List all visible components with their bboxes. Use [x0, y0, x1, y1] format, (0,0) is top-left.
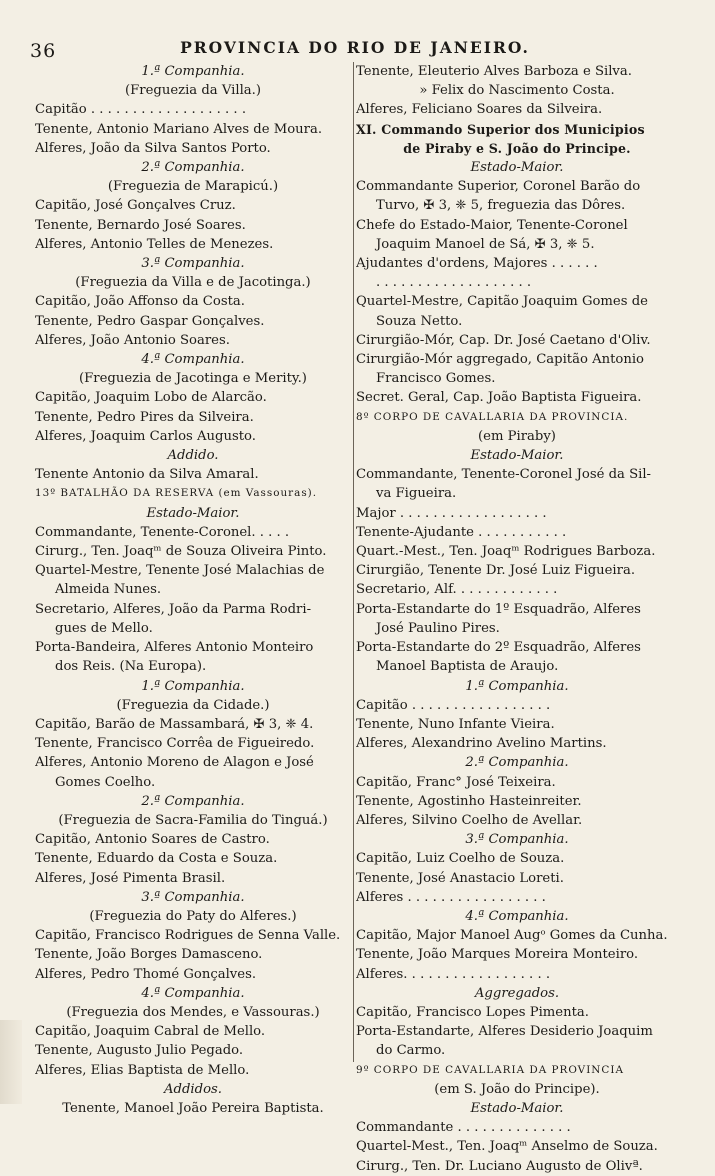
text-line: Almeida Nunes. — [55, 582, 162, 598]
text-line: Turvo, ✠ 3, ❈ 5, freguezia das Dôres. — [376, 198, 626, 214]
text-line: Alferes, Antonio Telles de Menezes. — [35, 236, 274, 252]
text-line: 2.ª Companhia. — [141, 160, 245, 176]
text-line: . . . . . . . . . . . . . . . . . . . — [376, 275, 532, 291]
text-line: Tenente, Francisco Corrêa de Figueiredo. — [35, 736, 315, 752]
text-line: Tenente Antonio da Silva Amaral. — [35, 467, 259, 483]
text-line: Tenente, Agostinho Hasteinreiter. — [356, 793, 582, 809]
text-line: Quartel-Mestre, Tenente José Malachias de — [35, 563, 325, 579]
text-line: (Freguezia de Jacotinga e Merity.) — [79, 371, 307, 387]
text-line: Secretario, Alf. . . . . . . . . . . . . — [356, 582, 558, 598]
text-line: Chefe do Estado-Maior, Tenente-Coronel — [356, 217, 628, 233]
text-line: Quartel-Mestre, Capitão Joaquim Gomes de — [356, 294, 648, 310]
text-line: Addido. — [167, 448, 219, 464]
text-line: 4.ª Companhia. — [141, 352, 245, 368]
text-line: Alferes, José Pimenta Brasil. — [35, 870, 226, 886]
text-line: Capitão, Barão de Massambará, ✠ 3, ❈ 4. — [35, 716, 314, 732]
text-line: Estado-Maior. — [146, 505, 240, 521]
text-line: Porta-Estandarte, Alferes Desiderio Joaquim — [356, 1024, 653, 1040]
text-line: Alferes, Alexandrino Avelino Martins. — [356, 736, 607, 752]
text-line: Major . . . . . . . . . . . . . . . . . . — [356, 505, 547, 521]
text-line: Tenente, Nuno Infante Vieira. — [356, 716, 555, 732]
text-line: Capitão, Luiz Coelho de Souza. — [356, 851, 565, 867]
text-line: Francisco Gomes. — [376, 371, 496, 387]
text-line: Capitão, Francisco Lopes Pimenta. — [356, 1004, 589, 1020]
text-line: Capitão, Francisco Rodrigues de Senna Valle. — [35, 928, 341, 944]
text-line: Secretario, Alferes, João da Parma Rodri- — [35, 601, 312, 617]
right-column — [356, 62, 678, 1176]
text-line: Capitão, Joaquim Cabral de Mello. — [35, 1024, 266, 1040]
page-edge-shadow — [0, 1020, 22, 1104]
text-line: Commandante, Tenente-Coronel José da Sil- — [356, 467, 651, 483]
text-line: Alferes, João da Silva Santos Porto. — [35, 140, 271, 156]
text-line: Manoel Baptista de Araujo. — [376, 659, 559, 675]
text-line: 2.ª Companhia. — [141, 793, 245, 809]
text-line: Alferes, Antonio Moreno de Alagon e José — [35, 755, 314, 771]
text-line: Alferes, Elias Baptista de Mello. — [35, 1062, 250, 1078]
text-line: Alferes, Feliciano Soares da Silveira. — [356, 102, 603, 118]
text-line: Capitão . . . . . . . . . . . . . . . . . — [356, 697, 551, 713]
text-line: Capitão, José Gonçalves Cruz. — [35, 198, 236, 214]
text-line: 1.ª Companhia. — [141, 64, 245, 79]
text-line: Estado-Maior. — [470, 1100, 564, 1116]
text-line: (Freguezia de Marapicú.) — [107, 179, 279, 195]
text-line: Aggregados. — [474, 985, 560, 1001]
page-number: 36 — [30, 40, 57, 62]
text-line: XI. Commando Superior dos Municipios — [356, 121, 645, 137]
text-line: Commandante Superior, Coronel Barão do — [356, 179, 641, 195]
text-line: 13º BATALHÃO DA RESERVA (em Vassouras). — [35, 487, 318, 500]
text-line: José Paulino Pires. — [376, 620, 500, 636]
text-line: Alferes, Silvino Coelho de Avellar. — [356, 812, 583, 828]
text-line: Commandante . . . . . . . . . . . . . . — [356, 1120, 571, 1136]
text-line: » Felix do Nascimento Costa. — [419, 83, 615, 99]
text-line: Capitão . . . . . . . . . . . . . . . . . . . — [35, 102, 247, 118]
text-line: (em S. João do Principe). — [434, 1081, 600, 1097]
text-line: dos Reis. (Na Europa). — [55, 659, 207, 675]
text-line: Capitão, João Affonso da Costa. — [35, 294, 245, 310]
text-line: Alferes, Joaquim Carlos Augusto. — [35, 428, 256, 444]
text-line: Alferes. . . . . . . . . . . . . . . . . . — [356, 966, 551, 982]
text-line: Secret. Geral, Cap. João Baptista Figueira. — [356, 390, 642, 406]
text-line: Addidos. — [164, 1081, 222, 1097]
page-header: PROVINCIA DO RIO DE JANEIRO. — [180, 38, 530, 57]
text-line: Tenente, João Marques Moreira Monteiro. — [356, 947, 639, 963]
text-line: Quartel-Mest., Ten. Joaqᵐ Anselmo de Souza. — [356, 1139, 658, 1155]
text-line: Estado-Maior. — [470, 448, 564, 464]
text-line: (Freguezia da Cidade.) — [116, 697, 270, 713]
text-line: Joaquim Manoel de Sá, ✠ 3, ❈ 5. — [376, 236, 595, 252]
text-line: Tenente, Eduardo da Costa e Souza. — [35, 851, 278, 867]
text-line: Quart.-Mest., Ten. Joaqᵐ Rodrigues Barboza. — [356, 544, 656, 560]
text-line: Alferes, João Antonio Soares. — [35, 332, 230, 348]
text-line: Cirurgião, Tenente Dr. José Luiz Figueira. — [356, 563, 636, 579]
text-line: (Freguezia dos Mendes, e Vassouras.) — [66, 1004, 320, 1020]
text-line: va Figueira. — [376, 486, 457, 502]
text-line: Tenente, Bernardo José Soares. — [35, 217, 246, 233]
text-line: Tenente, Antonio Mariano Alves de Moura. — [35, 121, 323, 137]
text-line: 2.ª Companhia. — [465, 755, 569, 771]
text-line: 1.ª Companhia. — [141, 678, 245, 694]
text-line: 3.ª Companhia. — [141, 256, 245, 272]
text-line: gues de Mello. — [55, 620, 153, 636]
text-line: Capitão, Franc° José Teixeira. — [356, 774, 556, 790]
text-line: (Freguezia da Villa.) — [124, 83, 261, 99]
text-line: Capitão, Joaquim Lobo de Alarcão. — [35, 390, 267, 406]
text-line: de Piraby e S. João do Principe. — [403, 140, 631, 156]
text-line: Tenente, Eleuterio Alves Barboza e Silva. — [356, 64, 632, 79]
text-line: Cirurgião-Mór aggregado, Capitão Antonio — [356, 352, 645, 368]
text-line: (Freguezia de Sacra-Familia do Tinguá.) — [58, 812, 328, 828]
text-line: Tenente-Ajudante . . . . . . . . . . . — [356, 524, 567, 540]
text-line: Capitão, Major Manoel Augᵒ Gomes da Cunha. — [356, 928, 668, 944]
text-line: (Freguezia do Paty do Alferes.) — [89, 908, 297, 924]
text-line: Capitão, Antonio Soares de Castro. — [35, 832, 270, 848]
text-line: Porta-Estandarte do 2º Esquadrão, Alferes — [356, 640, 641, 656]
text-line: Cirurg., Ten. Dr. Luciano Augusto de Olivª. — [356, 1158, 643, 1174]
text-line: 3.ª Companhia. — [141, 889, 245, 905]
text-line: Tenente, Pedro Pires da Silveira. — [35, 409, 254, 425]
text-line: Alferes, Pedro Thomé Gonçalves. — [35, 966, 257, 982]
text-line: 3.ª Companhia. — [465, 832, 569, 848]
text-line: Tenente, Augusto Julio Pegado. — [35, 1043, 244, 1059]
text-line: Tenente, José Anastacio Loreti. — [356, 870, 564, 886]
text-line: Souza Netto. — [376, 313, 463, 329]
text-line: 4.ª Companhia. — [465, 908, 569, 924]
text-line: (Freguezia da Villa e de Jacotinga.) — [75, 275, 311, 291]
text-line: Porta-Bandeira, Alferes Antonio Monteiro — [35, 640, 314, 656]
text-line: (em Piraby) — [478, 428, 556, 444]
text-line: 9º CORPO DE CAVALLARIA DA PROVINCIA — [356, 1063, 624, 1076]
text-line: Tenente, Manoel João Pereira Baptista. — [62, 1100, 324, 1116]
text-line: Cirurgião-Mór, Cap. Dr. José Caetano d'Oliv. — [356, 332, 651, 348]
text-line: Ajudantes d'ordens, Majores . . . . . . — [356, 256, 598, 272]
text-line: 1.ª Companhia. — [465, 678, 569, 694]
text-line: Estado-Maior. — [470, 160, 564, 176]
text-line: Cirurg., Ten. Joaqᵐ de Souza Oliveira Pinto. — [35, 544, 327, 560]
text-line: 4.ª Companhia. — [141, 985, 245, 1001]
text-line: Commandante, Tenente-Coronel. . . . . — [35, 524, 290, 540]
column-divider — [353, 62, 354, 1062]
text-line: Tenente, Pedro Gaspar Gonçalves. — [35, 313, 265, 329]
text-line: Gomes Coelho. — [55, 774, 156, 790]
text-line: Tenente, João Borges Damasceno. — [35, 947, 263, 963]
text-line: Alferes . . . . . . . . . . . . . . . . . — [356, 889, 546, 905]
text-line: do Carmo. — [376, 1043, 446, 1059]
left-column — [35, 62, 351, 1118]
text-line: 8º CORPO DE CAVALLARIA DA PROVINCIA. — [356, 410, 629, 423]
text-line: Porta-Estandarte do 1º Esquadrão, Alferes — [356, 601, 641, 617]
